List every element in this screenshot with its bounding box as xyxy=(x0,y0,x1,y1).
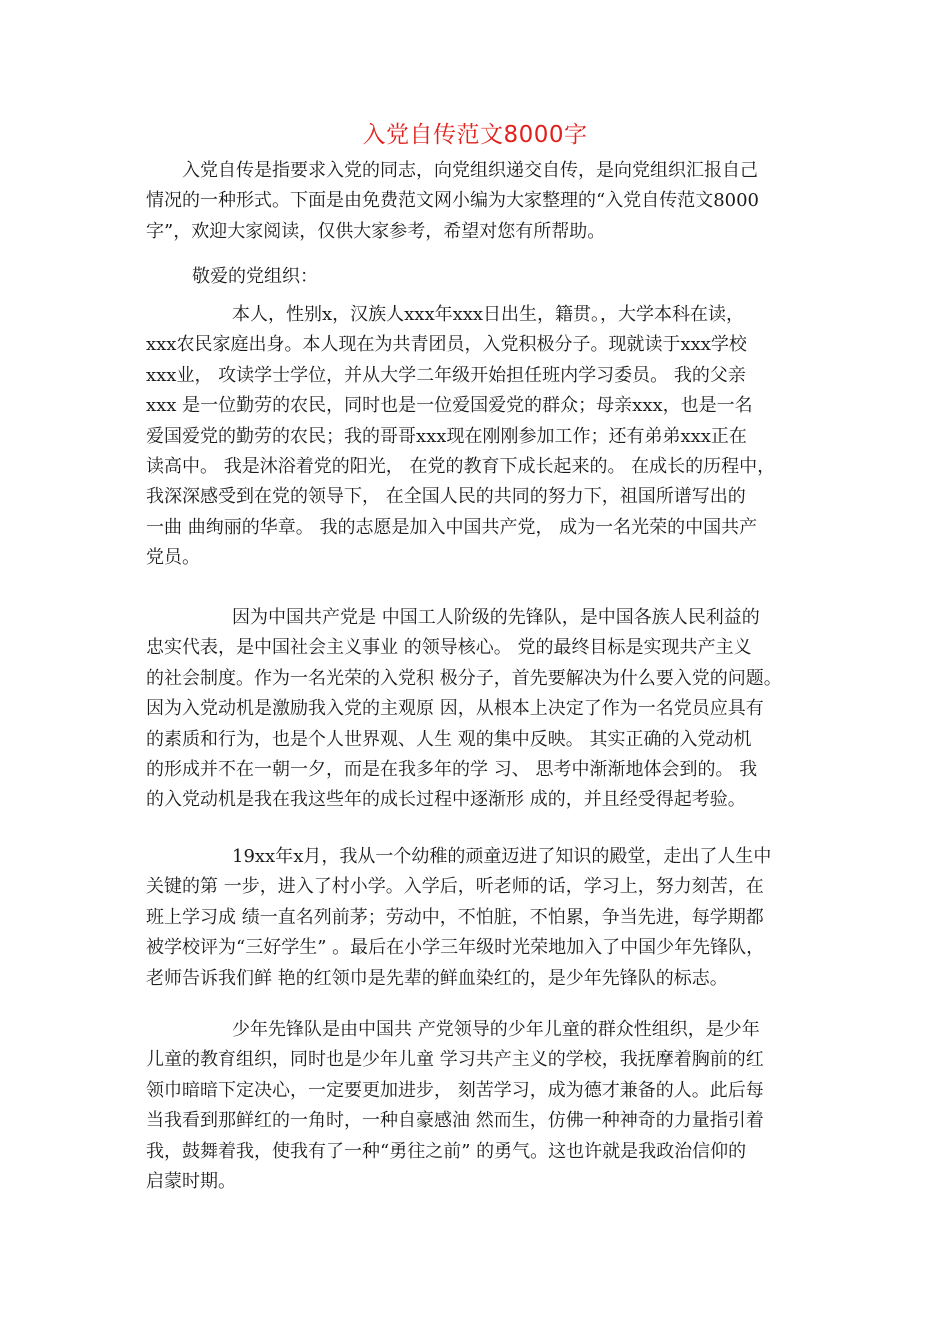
body-paragraph xyxy=(146,1015,764,1197)
text-line: 的形成并不在一朝一夕，而是在我多年的学 习、 思考中渐渐地体会到的。 我 xyxy=(146,758,758,780)
text-line: 班上学习成 绩一直名列前茅；劳动中，不怕脏，不怕累，争当先进，每学期都 xyxy=(146,906,764,928)
text-line: 的素质和行为，也是个人世界观、人生 观的集中反映。 其实正确的入党动机 xyxy=(146,728,752,750)
text-line: 儿童的教育组织，同时也是少年儿童 学习共产主义的学校，我抚摩着胸前的红 xyxy=(146,1049,764,1071)
text-line: 的入党动机是我在我这些年的成长过程中逐渐形 成的，并且经受得起考验。 xyxy=(146,789,746,811)
text-line: 我深深感受到在党的领导下， 在全国人民的共同的努力下，祖国所谱写出的 xyxy=(146,486,746,508)
text-line: 本人，性别x，汉族人xxx年xxx日出生，籍贯。，大学本科在读， xyxy=(232,304,745,325)
body-paragraph xyxy=(146,842,771,994)
text-line: 关键的第 一步，进入了村小学。入学后，听老师的话，学习上，努力刻苦，在 xyxy=(146,876,764,898)
text-line: 启蒙时期。 xyxy=(146,1170,236,1192)
text-line: xxx业， 攻读学士学位，并从大学二年级开始担任班内学习委员。 我的父亲 xyxy=(146,364,746,386)
text-line: 因为中国共产党是 中国工人阶级的先锋队，是中国各族人民利益的 xyxy=(232,607,760,628)
text-line: 忠实代表，是中国社会主义事业 的领导核心。 党的最终目标是实现共产主义 xyxy=(146,637,752,659)
text-line: 当我看到那鲜红的一角时，一种自豪感油 然而生，仿佛一种神奇的力量指引着 xyxy=(146,1110,764,1132)
text-line: 被学校评为“三好学生” 。最后在小学三年级时光荣地加入了中国少年先锋队， xyxy=(146,937,765,959)
text-line: 我，鼓舞着我，使我有了一种“勇往之前” 的勇气。这也许就是我政治信仰的 xyxy=(146,1140,747,1162)
text-line: 领巾暗暗下定决心，一定要更加进步， 刻苦学习，成为德才兼备的人。此后每 xyxy=(146,1079,764,1101)
document-title: 入党自传范文8000字 xyxy=(362,122,588,148)
text-line: 情况的一种形式。下面是由免费范文网小编为大家整理的“入党自传范文8000 xyxy=(146,190,760,212)
text-line: 入党自传是指要求入党的同志，向党组织递交自传，是向党组织汇报自己 xyxy=(182,160,758,181)
text-line: 的社会制度。作为一名光荣的入党积 极分子，首先要解决为什么要入党的问题。 xyxy=(146,667,782,689)
text-line: 少年先锋队是由中国共 产党领导的少年儿童的群众性组织，是少年 xyxy=(232,1019,760,1040)
intro-paragraph xyxy=(146,156,759,247)
text-line: 老师告诉我们鲜 艳的红领巾是先辈的鲜血染红的，是少年先锋队的标志。 xyxy=(146,967,728,989)
body-paragraph xyxy=(146,300,775,574)
text-line: 爱国爱党的勤劳的农民；我的哥哥xxx现在刚刚参加工作；还有弟弟xxx正在 xyxy=(146,425,747,447)
salutation: 敬爱的党组织： xyxy=(192,266,318,287)
text-line: xxx农民家庭出身。本人现在为共青团员，入党积极分子。现就读于xxx学校 xyxy=(146,334,747,356)
text-line: 字”，欢迎大家阅读，仅供大家参考，希望对您有所帮助。 xyxy=(146,220,606,242)
text-line: 读高中。 我是沐浴着党的阳光， 在党的教育下成长起来的。 在成长的历程中， xyxy=(146,455,776,477)
text-line: 19xx年x月，我从一个幼稚的顽童迈进了知识的殿堂，走出了人生中 xyxy=(232,846,772,867)
text-line: 因为入党动机是激励我入党的主观原 因，从根本上决定了作为一名党员应具有 xyxy=(146,698,764,720)
text-line: 一曲 曲绚丽的华章。 我的志愿是加入中国共产党， 成为一名光荣的中国共产 xyxy=(146,516,758,538)
text-line: xxx 是一位勤劳的农民，同时也是一位爱国爱党的群众；母亲xxx，也是一名 xyxy=(146,395,753,417)
text-line: 党员。 xyxy=(146,547,200,569)
body-paragraph xyxy=(146,603,782,816)
